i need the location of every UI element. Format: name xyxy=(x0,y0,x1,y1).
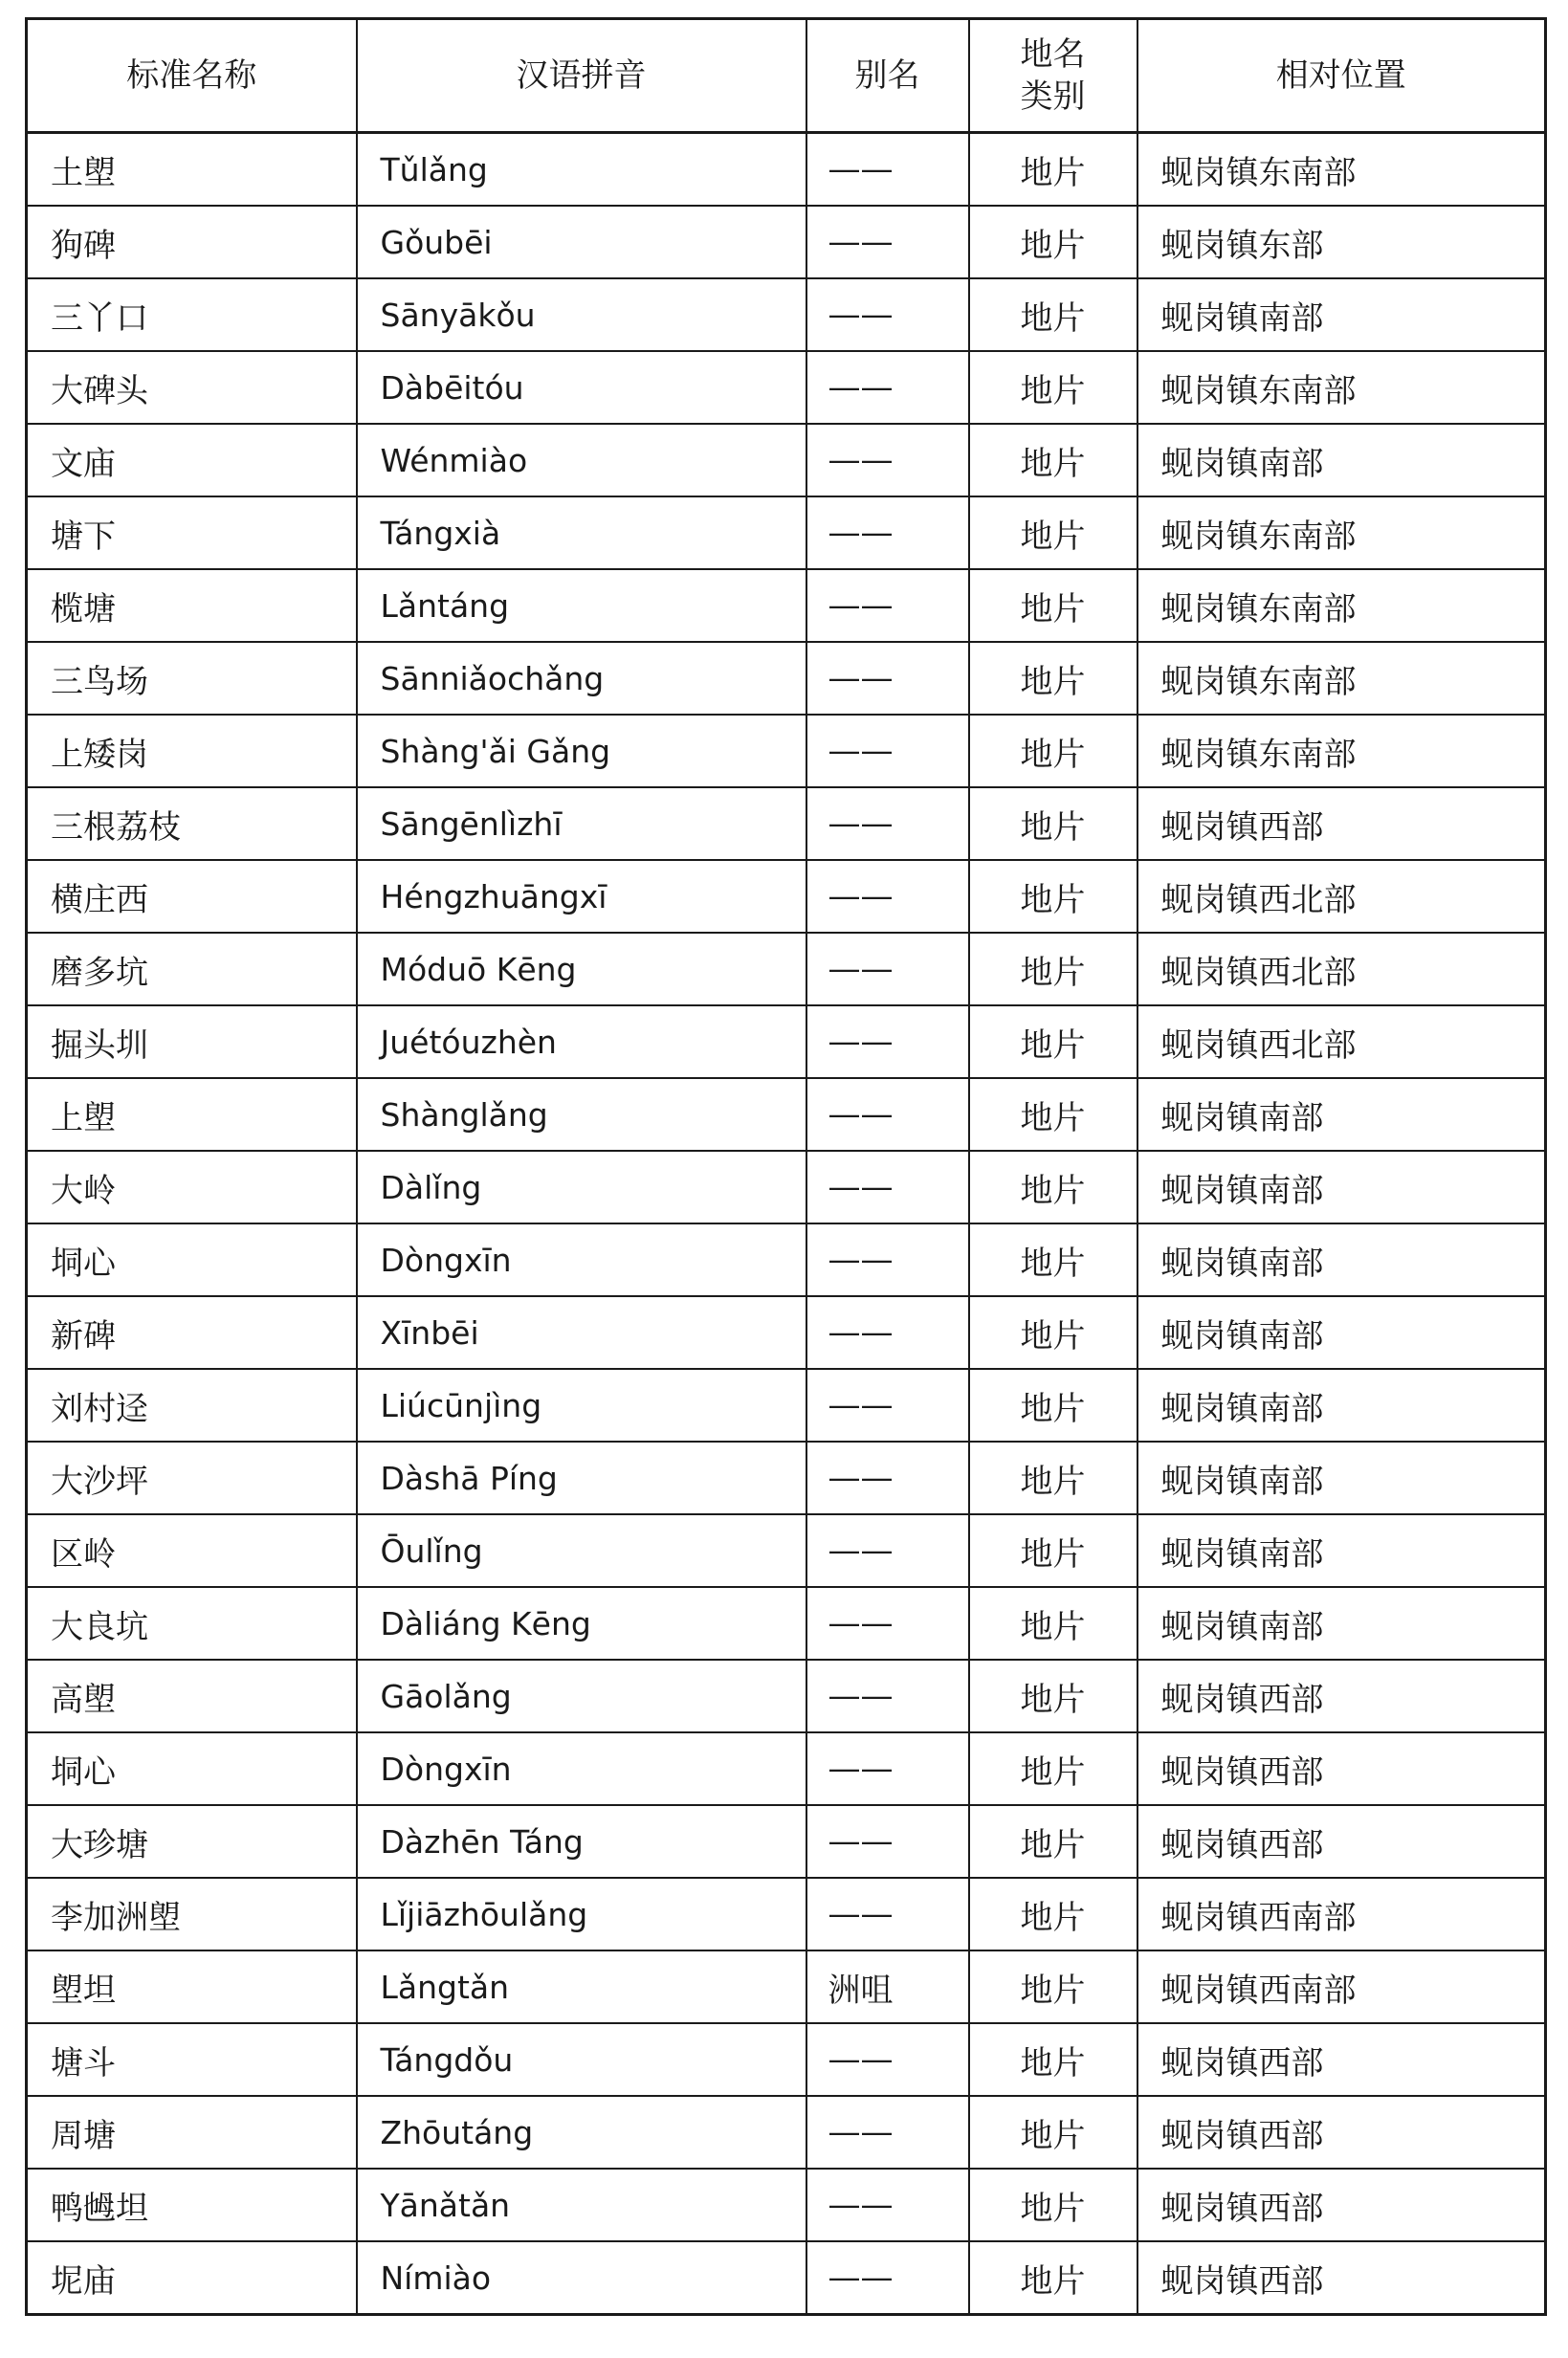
cell-standard-name: 三鸟场 xyxy=(27,642,357,715)
table-row xyxy=(27,1369,1546,1442)
cell-relative-location: 蚬岗镇南部 xyxy=(1137,1151,1546,1223)
cell-relative-location: 蚬岗镇西南部 xyxy=(1137,1878,1546,1950)
cell-relative-location: 蚬岗镇南部 xyxy=(1137,1223,1546,1296)
table-row xyxy=(27,424,1546,496)
cell-standard-name: 磨多坑 xyxy=(27,933,357,1005)
cell-place-type: 地片 xyxy=(969,1223,1137,1296)
cell-relative-location: 蚬岗镇南部 xyxy=(1137,1078,1546,1151)
cell-alias: —— xyxy=(806,1223,969,1296)
cell-place-type: 地片 xyxy=(969,569,1137,642)
cell-relative-location: 蚬岗镇西部 xyxy=(1137,1732,1546,1805)
cell-pinyin: Lǎngtǎn xyxy=(357,1950,806,2023)
cell-standard-name: 高塱 xyxy=(27,1660,357,1732)
cell-place-type: 地片 xyxy=(969,787,1137,860)
table-row xyxy=(27,496,1546,569)
table-row xyxy=(27,1078,1546,1151)
cell-relative-location: 蚬岗镇东南部 xyxy=(1137,715,1546,787)
cell-standard-name: 大沙坪 xyxy=(27,1442,357,1514)
table-row xyxy=(27,1732,1546,1805)
cell-pinyin: Sānyākǒu xyxy=(357,278,806,351)
cell-pinyin: Sāngēnlìzhī xyxy=(357,787,806,860)
cell-pinyin: Móduō Kēng xyxy=(357,933,806,1005)
cell-place-type: 地片 xyxy=(969,933,1137,1005)
cell-standard-name: 大良坑 xyxy=(27,1587,357,1660)
cell-standard-name: 狗碑 xyxy=(27,206,357,278)
cell-standard-name: 文庙 xyxy=(27,424,357,496)
cell-alias: —— xyxy=(806,1878,969,1950)
cell-pinyin: Lǐjiāzhōulǎng xyxy=(357,1878,806,1950)
cell-pinyin: Nímiào xyxy=(357,2241,806,2315)
cell-standard-name: 土塱 xyxy=(27,133,357,207)
cell-relative-location: 蚬岗镇东南部 xyxy=(1137,133,1546,207)
cell-place-type: 地片 xyxy=(969,1005,1137,1078)
cell-place-type: 地片 xyxy=(969,133,1137,207)
table-row xyxy=(27,1514,1546,1587)
cell-place-type: 地片 xyxy=(969,1296,1137,1369)
cell-alias: —— xyxy=(806,424,969,496)
cell-place-type: 地片 xyxy=(969,1732,1137,1805)
cell-relative-location: 蚬岗镇西部 xyxy=(1137,2241,1546,2315)
cell-standard-name: 上塱 xyxy=(27,1078,357,1151)
cell-alias: —— xyxy=(806,1442,969,1514)
cell-place-type: 地片 xyxy=(969,1369,1137,1442)
table-row xyxy=(27,2169,1546,2241)
cell-relative-location: 蚬岗镇南部 xyxy=(1137,1514,1546,1587)
table-row xyxy=(27,133,1546,207)
cell-pinyin: Shànglǎng xyxy=(357,1078,806,1151)
cell-standard-name: 大岭 xyxy=(27,1151,357,1223)
cell-alias: —— xyxy=(806,133,969,207)
table-row xyxy=(27,1005,1546,1078)
cell-alias: —— xyxy=(806,933,969,1005)
cell-standard-name: 鸭乸坦 xyxy=(27,2169,357,2241)
table-row xyxy=(27,2096,1546,2169)
cell-alias: —— xyxy=(806,2096,969,2169)
cell-place-type: 地片 xyxy=(969,2169,1137,2241)
cell-place-type: 地片 xyxy=(969,496,1137,569)
cell-place-type: 地片 xyxy=(969,1151,1137,1223)
cell-relative-location: 蚬岗镇东南部 xyxy=(1137,569,1546,642)
table-row xyxy=(27,1878,1546,1950)
header-place-type xyxy=(969,19,1137,133)
header-place-type-label: 地名类别 xyxy=(1020,34,1086,116)
cell-pinyin: Yānǎtǎn xyxy=(357,2169,806,2241)
table-row xyxy=(27,1805,1546,1878)
cell-relative-location: 蚬岗镇西部 xyxy=(1137,2023,1546,2096)
cell-standard-name: 掘头圳 xyxy=(27,1005,357,1078)
cell-place-type: 地片 xyxy=(969,351,1137,424)
cell-relative-location: 蚬岗镇西南部 xyxy=(1137,1950,1546,2023)
cell-alias: —— xyxy=(806,351,969,424)
table-row xyxy=(27,1223,1546,1296)
header-row xyxy=(27,19,1546,133)
table-body xyxy=(27,133,1546,2315)
table-row xyxy=(27,1950,1546,2023)
cell-relative-location: 蚬岗镇南部 xyxy=(1137,1442,1546,1514)
cell-pinyin: Tángxià xyxy=(357,496,806,569)
cell-pinyin: Liúcūnjìng xyxy=(357,1369,806,1442)
cell-standard-name: 塘下 xyxy=(27,496,357,569)
cell-place-type: 地片 xyxy=(969,1878,1137,1950)
cell-relative-location: 蚬岗镇南部 xyxy=(1137,424,1546,496)
cell-alias: —— xyxy=(806,1151,969,1223)
cell-standard-name: 大碑头 xyxy=(27,351,357,424)
cell-pinyin: Juétóuzhèn xyxy=(357,1005,806,1078)
cell-pinyin: Zhōutáng xyxy=(357,2096,806,2169)
table-row xyxy=(27,787,1546,860)
cell-pinyin: Gāolǎng xyxy=(357,1660,806,1732)
cell-relative-location: 蚬岗镇西部 xyxy=(1137,1805,1546,1878)
table-row xyxy=(27,1587,1546,1660)
cell-standard-name: 塘斗 xyxy=(27,2023,357,2096)
table-row xyxy=(27,642,1546,715)
table-row xyxy=(27,569,1546,642)
cell-relative-location: 蚬岗镇南部 xyxy=(1137,278,1546,351)
cell-relative-location: 蚬岗镇西北部 xyxy=(1137,1005,1546,1078)
cell-place-type: 地片 xyxy=(969,642,1137,715)
cell-relative-location: 蚬岗镇西部 xyxy=(1137,2169,1546,2241)
cell-pinyin: Héngzhuāngxī xyxy=(357,860,806,933)
cell-pinyin: Ōulǐng xyxy=(357,1514,806,1587)
cell-pinyin: Dàshā Píng xyxy=(357,1442,806,1514)
cell-pinyin: Dàliáng Kēng xyxy=(357,1587,806,1660)
cell-place-type: 地片 xyxy=(969,2023,1137,2096)
cell-standard-name: 上矮岗 xyxy=(27,715,357,787)
table-row xyxy=(27,278,1546,351)
cell-alias: —— xyxy=(806,787,969,860)
header-pinyin: 汉语拼音 xyxy=(357,19,806,133)
table-row xyxy=(27,1442,1546,1514)
cell-standard-name: 坭庙 xyxy=(27,2241,357,2315)
place-name-table xyxy=(25,17,1547,2316)
cell-standard-name: 横庄西 xyxy=(27,860,357,933)
cell-place-type: 地片 xyxy=(969,1514,1137,1587)
table-row xyxy=(27,1151,1546,1223)
cell-standard-name: 大珍塘 xyxy=(27,1805,357,1878)
cell-alias: —— xyxy=(806,860,969,933)
cell-standard-name: 周塘 xyxy=(27,2096,357,2169)
cell-pinyin: Gǒubēi xyxy=(357,206,806,278)
cell-standard-name: 李加洲塱 xyxy=(27,1878,357,1950)
cell-alias: —— xyxy=(806,1805,969,1878)
cell-place-type: 地片 xyxy=(969,278,1137,351)
table-row xyxy=(27,2241,1546,2315)
cell-relative-location: 蚬岗镇东南部 xyxy=(1137,642,1546,715)
cell-standard-name: 刘村迳 xyxy=(27,1369,357,1442)
cell-standard-name: 垌心 xyxy=(27,1223,357,1296)
cell-pinyin: Dàlǐng xyxy=(357,1151,806,1223)
cell-standard-name: 区岭 xyxy=(27,1514,357,1587)
cell-alias: —— xyxy=(806,642,969,715)
cell-alias: —— xyxy=(806,2169,969,2241)
cell-alias: —— xyxy=(806,2023,969,2096)
cell-pinyin: Shàng'ǎi Gǎng xyxy=(357,715,806,787)
cell-place-type: 地片 xyxy=(969,1587,1137,1660)
table-row xyxy=(27,351,1546,424)
cell-alias: —— xyxy=(806,1732,969,1805)
header-relative-location: 相对位置 xyxy=(1137,19,1546,133)
cell-relative-location: 蚬岗镇西部 xyxy=(1137,1660,1546,1732)
cell-alias: —— xyxy=(806,1005,969,1078)
cell-standard-name: 新碑 xyxy=(27,1296,357,1369)
cell-alias: —— xyxy=(806,1078,969,1151)
cell-pinyin: Sānniǎochǎng xyxy=(357,642,806,715)
cell-pinyin: Xīnbēi xyxy=(357,1296,806,1369)
cell-alias: —— xyxy=(806,715,969,787)
cell-relative-location: 蚬岗镇东部 xyxy=(1137,206,1546,278)
cell-alias: —— xyxy=(806,1660,969,1732)
cell-alias: 洲咀 xyxy=(806,1950,969,2023)
cell-place-type: 地片 xyxy=(969,1950,1137,2023)
cell-pinyin: Dàbēitóu xyxy=(357,351,806,424)
cell-place-type: 地片 xyxy=(969,715,1137,787)
cell-standard-name: 三丫口 xyxy=(27,278,357,351)
cell-relative-location: 蚬岗镇西北部 xyxy=(1137,860,1546,933)
cell-place-type: 地片 xyxy=(969,1805,1137,1878)
cell-alias: —— xyxy=(806,1296,969,1369)
table-row xyxy=(27,2023,1546,2096)
cell-alias: —— xyxy=(806,1587,969,1660)
cell-pinyin: Lǎntáng xyxy=(357,569,806,642)
cell-place-type: 地片 xyxy=(969,860,1137,933)
table-row xyxy=(27,860,1546,933)
cell-place-type: 地片 xyxy=(969,1660,1137,1732)
cell-alias: —— xyxy=(806,496,969,569)
cell-relative-location: 蚬岗镇南部 xyxy=(1137,1296,1546,1369)
cell-alias: —— xyxy=(806,2241,969,2315)
cell-pinyin: Dàzhēn Táng xyxy=(357,1805,806,1878)
cell-place-type: 地片 xyxy=(969,1078,1137,1151)
cell-pinyin: Wénmiào xyxy=(357,424,806,496)
cell-pinyin: Dòngxīn xyxy=(357,1223,806,1296)
cell-alias: —— xyxy=(806,1514,969,1587)
cell-standard-name: 塱坦 xyxy=(27,1950,357,2023)
table-row xyxy=(27,206,1546,278)
cell-pinyin: Tángdǒu xyxy=(357,2023,806,2096)
table-header xyxy=(27,19,1546,133)
cell-alias: —— xyxy=(806,1369,969,1442)
cell-alias: —— xyxy=(806,206,969,278)
cell-relative-location: 蚬岗镇南部 xyxy=(1137,1587,1546,1660)
cell-place-type: 地片 xyxy=(969,2096,1137,2169)
table-row xyxy=(27,1296,1546,1369)
cell-pinyin: Tǔlǎng xyxy=(357,133,806,207)
header-standard-name: 标准名称 xyxy=(27,19,357,133)
cell-standard-name: 三根荔枝 xyxy=(27,787,357,860)
table-row xyxy=(27,933,1546,1005)
cell-relative-location: 蚬岗镇西北部 xyxy=(1137,933,1546,1005)
cell-relative-location: 蚬岗镇西部 xyxy=(1137,787,1546,860)
cell-place-type: 地片 xyxy=(969,2241,1137,2315)
table-row xyxy=(27,1660,1546,1732)
cell-relative-location: 蚬岗镇西部 xyxy=(1137,2096,1546,2169)
cell-relative-location: 蚬岗镇东南部 xyxy=(1137,351,1546,424)
cell-pinyin: Dòngxīn xyxy=(357,1732,806,1805)
cell-relative-location: 蚬岗镇南部 xyxy=(1137,1369,1546,1442)
cell-alias: —— xyxy=(806,569,969,642)
cell-relative-location: 蚬岗镇东南部 xyxy=(1137,496,1546,569)
cell-place-type: 地片 xyxy=(969,206,1137,278)
cell-place-type: 地片 xyxy=(969,424,1137,496)
header-alias: 别名 xyxy=(806,19,969,133)
cell-standard-name: 垌心 xyxy=(27,1732,357,1805)
cell-standard-name: 榄塘 xyxy=(27,569,357,642)
cell-alias: —— xyxy=(806,278,969,351)
cell-place-type: 地片 xyxy=(969,1442,1137,1514)
table-row xyxy=(27,715,1546,787)
